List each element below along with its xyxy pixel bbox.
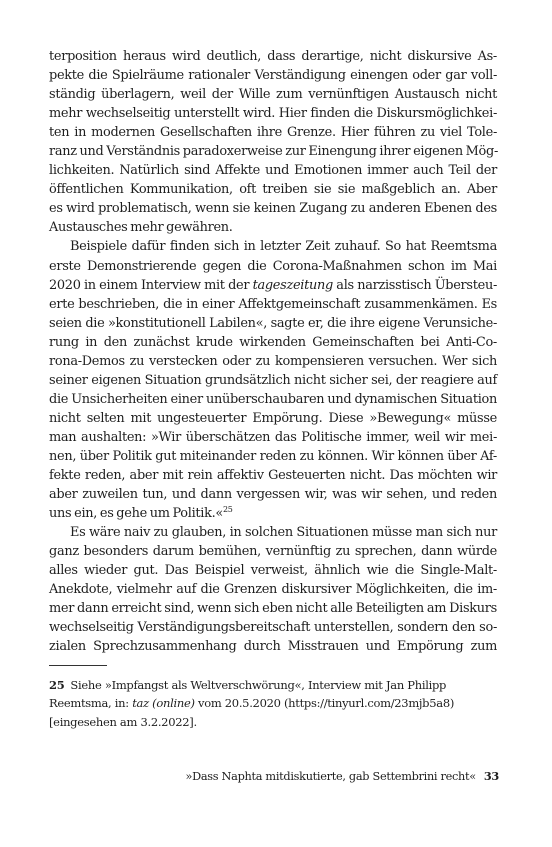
running-head-title: »Dass Naphta mitdiskutierte, gab Settembrini recht« — [185, 770, 476, 783]
body-line: pekte die Spielräume rationaler Verständigung einengen oder gar voll- — [49, 68, 497, 84]
body-line: ranz und Verständnis paradoxerweise zur Einengung ihrer eigenen Mög- — [49, 144, 498, 160]
footnote-line — [49, 676, 501, 694]
footnote — [49, 676, 501, 731]
body-line: Anekdote, vielmehr auf die Grenzen diskursiver Möglichkeiten, die im- — [49, 582, 497, 598]
text-segment: uns ein, es gehe um Politik.« — [49, 506, 223, 522]
body-line: ganz besonders darum bemühen, vernünftig zu sprechen, dann würde — [49, 544, 497, 560]
body-line: nicht selten mit ungesteuerter Empörung. Diese »Bewegung« müsse — [49, 410, 497, 426]
body-line: terposition heraus wird deutlich, dass derartige, nicht diskursive As- — [49, 49, 497, 64]
body-line: die Unsicherheiten einer unüberschaubaren und dynamischen Situation — [49, 391, 497, 407]
body-line: Es wäre naiv zu glauben, in solchen Situationen müsse man sich nur — [70, 525, 497, 541]
text-segment: 2020 in einem Interview mit der — [49, 277, 253, 293]
footnote-text: vom 20.5.2020 (https://tinyurl.com/23mjb5a8) — [194, 696, 455, 711]
body-text — [49, 47, 497, 657]
body-line: rona-Demos zu verstecken oder zu kompensieren versuchen. Wer sich — [49, 353, 497, 369]
body-line: alles wieder gut. Das Beispiel verweist, ähnlich wie die Single-Malt- — [49, 563, 497, 579]
footnote-number: 25 — [49, 678, 65, 692]
body-line: erste Demonstrierende gegen die Corona-Maßnahmen schon im Mai — [49, 258, 497, 274]
body-line: Austausches mehr gewähren. — [49, 220, 233, 236]
body-line: man aushalten: »Wir überschätzen das Politische immer, weil wir mei- — [49, 429, 497, 445]
body-line: zialen Sprechzusammenhang durch Misstrauen und Empörung zum — [49, 639, 497, 655]
newspaper-title: tageszeitung — [252, 277, 333, 293]
page-number: 33 — [483, 769, 499, 783]
footnote-separator — [49, 665, 107, 666]
footnote-line — [49, 694, 501, 712]
body-line: aber zuweilen tun, und dann vergessen wir, was wir sehen, und reden — [49, 487, 497, 503]
footnote-line: [eingesehen am 3.2.2022]. — [49, 714, 197, 729]
body-line: rung in den zunächst krude wirkenden Gemeinschaften bei Anti-Co- — [49, 334, 497, 350]
footnote-marker[interactable]: 25 — [223, 505, 233, 515]
body-line: mer dann erreicht sind, wenn sich eben nicht alle Beteiligten am Diskurs — [49, 601, 497, 617]
body-line — [49, 504, 497, 523]
body-line: lichkeiten. Natürlich sind Affekte und Emotionen immer auch Teil der — [49, 163, 497, 179]
body-line: es wird problematisch, wenn sie keinen Zugang zu anderen Ebenen des — [49, 201, 497, 217]
body-line: ten in modernen Gesellschaften ihre Grenze. Hier führen zu viel Tole- — [49, 125, 497, 141]
body-line: fekte reden, aber mit rein affektiv Gesteuerten nicht. Das möchten wir — [49, 468, 497, 484]
body-line: Beispiele dafür finden sich in letzter Zeit zuhauf. So hat Reemtsma — [70, 239, 497, 255]
body-line: öffentlichen Kommunikation, oft treiben sie sie maßgeblich an. Aber — [49, 182, 497, 198]
text-segment: als narzisstisch Übersteu- — [332, 277, 498, 293]
footnote-text: Siehe »Impfangst als Weltverschwörung«, Interview mit Jan Philipp — [70, 678, 447, 692]
body-line: mehr wechselseitig unterstellt wird. Hier finden die Diskursmöglichkei- — [49, 106, 497, 122]
body-line — [49, 276, 497, 295]
publication-title: taz (online) — [132, 696, 195, 711]
body-line: erte beschrieben, die in einer Affektgemeinschaft zusammenkämen. Es — [49, 296, 497, 312]
body-line: seiner eigenen Situation grundsätzlich nicht sicher sei, der reagiere auf — [49, 372, 497, 388]
running-footer — [185, 769, 499, 783]
body-line: wechselseitig Verständigungsbereitschaft unterstellen, sondern den so- — [49, 620, 497, 636]
body-line: seien die »konstitutionell Labilen«, sagte er, die ihre eigene Verunsiche- — [49, 315, 497, 331]
body-line: nen, über Politik gut miteinander reden zu können. Wir können über Af- — [49, 448, 497, 464]
body-line: ständig überlagern, weil der Wille zum vernünftigen Austausch nicht — [49, 87, 497, 103]
footnote-text: Reemtsma, in: — [49, 696, 133, 711]
